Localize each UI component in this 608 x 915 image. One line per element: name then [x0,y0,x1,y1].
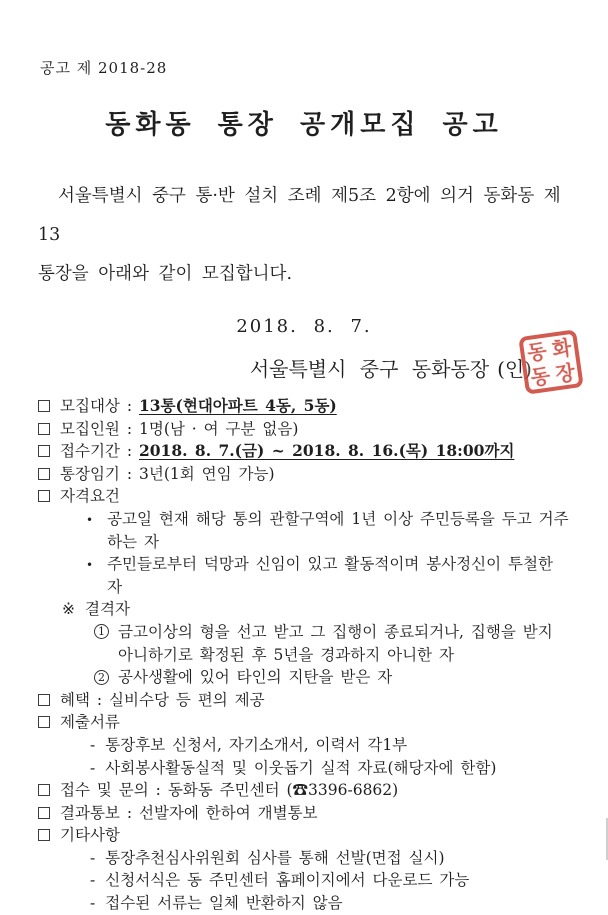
item-separator: : [119,397,139,415]
checkbox-icon [38,784,50,796]
notice-item [38,598,572,621]
item-label: 모집대상 [60,397,120,415]
notice-item [38,553,572,598]
bullet-icon: • [86,558,94,573]
item-value: 실비수당 등 편의 제공 [109,690,265,709]
notice-item-text: 금고이상의 형을 선고 받고 그 집행이 종료되거나, 집행을 받지 아니하기로 확정된 후 5년을 경과하지 아니한 자 [118,622,553,664]
checkbox-icon [38,807,50,819]
dash-icon: - [90,735,96,754]
notice-item-text: 결격자 [85,600,130,619]
notice-item [38,485,572,508]
notice-item-text [60,463,572,486]
notice-item-text [60,395,572,418]
notice-item [38,734,572,757]
notice-item [38,711,572,734]
checkbox-icon [38,716,50,728]
signature-row [36,334,577,390]
notice-number: 공고 제 2018-28 [40,59,168,77]
item-value: 동화동 주민센터 (☎3396-6862) [167,781,399,800]
notice-item-text [60,779,572,802]
notice-item-text: 신청서식은 동 주민센터 홈페이지에서 다운로드 가능 [105,871,470,890]
notice-item-text [60,485,572,508]
item-label: 접수 및 문의 [60,781,149,800]
dash-icon: - [90,871,96,890]
notice-item-text: 통장후보 신청서, 자기소개서, 이력서 각1부 [105,735,408,754]
item-label: 혜택 [60,690,90,709]
checkbox-icon [38,490,50,502]
stamp-character: 장 [553,359,577,386]
notice-item-text [60,440,572,463]
intro-line-1: 서울특별시 중구 통·반 설치 조례 제5조 2항에 의거 동화동 제13 [38,186,561,245]
item-separator: : [119,803,139,822]
notice-item [38,508,572,553]
stamp-character: 화 [550,334,573,362]
notice-item [38,802,572,825]
notice-item-text: 공사생활에 있어 타인의 지탄을 받은 자 [118,668,393,687]
circled-number-icon: 1 [94,624,109,639]
item-separator: : [119,464,139,483]
item-separator: : [119,419,139,438]
notice-item-text [60,824,572,847]
notice-item-text [60,418,572,441]
official-stamp-icon [518,329,584,395]
intro-line-2: 통장을 아래와 같이 모집합니다. [38,264,293,284]
notice-item [38,463,572,486]
notice-date: 2018. 8. 7. [236,316,372,337]
notice-item-text: 사회봉사활동실적 및 이웃돕기 실적 자료(해당자에 한함) [105,758,497,777]
notice-item-text [60,802,572,825]
notice-item-text [60,689,572,712]
notice-item-text: 접수된 서류는 일체 반환하지 않음 [105,894,343,913]
notice-item-text [60,711,572,734]
checkbox-icon [38,694,50,706]
bullet-icon: • [86,512,94,527]
seal-label: (인) [497,357,532,381]
notice-item [38,892,572,915]
notice-item [38,621,572,666]
reference-icon: ※ [62,600,75,619]
item-value: 13통(현대아파트 4동, 5동) [138,396,337,415]
item-separator: : [148,781,168,800]
notice-item [38,847,572,870]
notice-item [38,869,572,892]
notice-item [38,395,572,418]
item-label: 통장임기 [60,464,120,483]
notice-item-text: 공고일 현재 해당 통의 관할구역에 1년 이상 주민등록을 두고 거주하는 자 [107,509,569,551]
notice-item [38,757,572,780]
signer-name: 서울특별시 중구 동화동장 [249,357,490,381]
notice-item [38,440,572,463]
item-label: 접수기간 [60,442,120,461]
item-value: 3년(1회 연임 가능) [138,464,275,483]
notice-item [38,824,572,847]
item-value: 선발자에 한하여 개별통보 [138,803,318,822]
checkbox-icon [38,468,50,480]
notice-item [38,418,572,441]
item-label: 모집인원 [60,419,120,438]
item-value: 2018. 8. 7.(금) ~ 2018. 8. 16.(목) 18:00까지 [138,441,515,461]
stamp-character: 동 [529,362,552,390]
notice-item [38,689,572,712]
item-separator: : [89,690,110,709]
item-label: 기타사항 [60,826,120,845]
notice-items [38,395,572,915]
item-label: 제출서류 [60,713,120,732]
dash-icon: - [90,894,96,913]
stamp-character: 동 [525,338,549,365]
checkbox-icon [38,445,50,457]
checkbox-icon [38,829,50,841]
dash-icon: - [90,758,96,777]
dash-icon: - [90,848,96,867]
notice-item [38,779,572,802]
notice-item-text: 통장추천심사위원회 심사를 통해 선발(면접 실시) [105,848,445,867]
intro-paragraph [38,177,570,294]
item-value: 1명(남 · 여 구분 없음) [138,419,299,438]
checkbox-icon [38,423,50,435]
page-title: 동화동 통장 공개모집 공고 [105,110,503,140]
item-separator: : [119,442,139,461]
circled-number-icon: 2 [94,670,109,685]
item-label: 자격요건 [60,487,120,506]
notice-item-text: 주민들로부터 덕망과 신임이 있고 활동적이며 봉사정신이 투철한 자 [107,555,553,596]
notice-item [38,666,572,689]
checkbox-icon [38,400,50,412]
item-label: 결과통보 [60,803,120,822]
